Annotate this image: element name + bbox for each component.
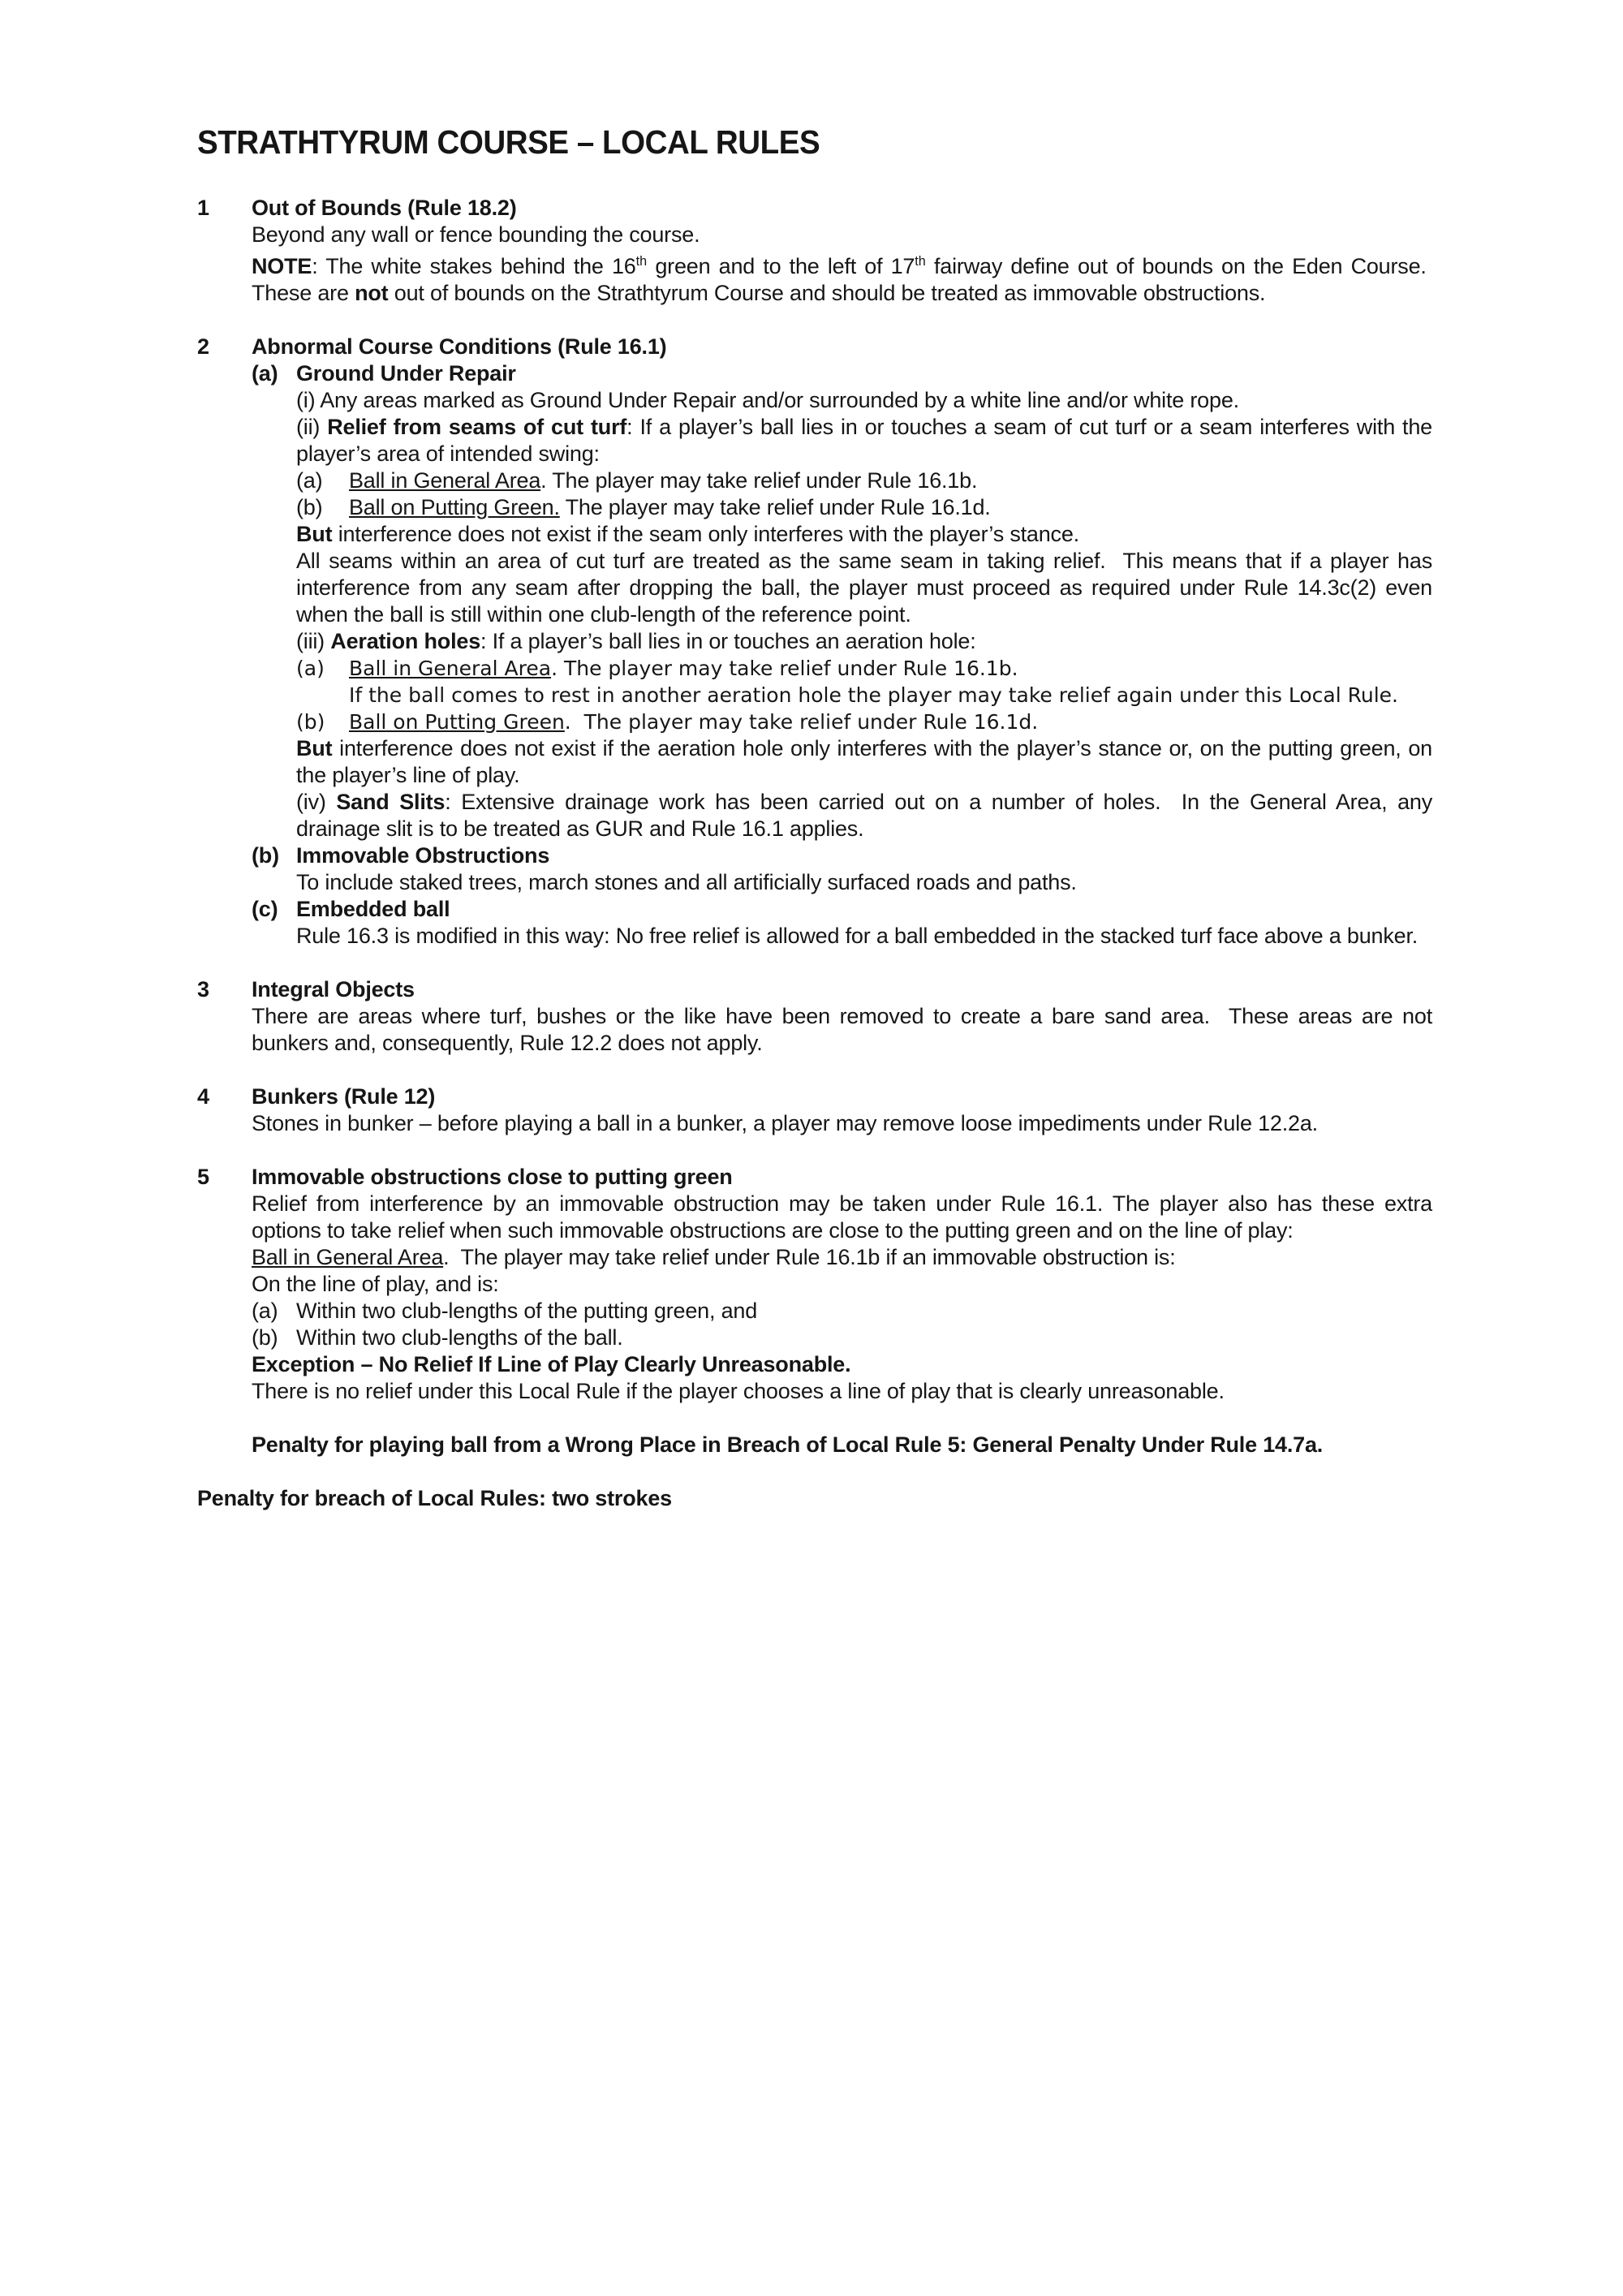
section-1-number: 1 (197, 196, 209, 220)
section-5-list-item-a (252, 1298, 1432, 1325)
section-5-heading: Immovable obstructions close to putting green (252, 1165, 733, 1189)
subsection-b-marker: (b) (252, 843, 279, 868)
section-gap (197, 1405, 1432, 1432)
subsection-b-heading: Immovable Obstructions (296, 843, 550, 868)
aeration-list-item-b (296, 709, 1432, 735)
seams-all-paragraph: All seams within an area of cut turf are treated as the same seam in taking relief. This means that if a player has interference from any seam after dropping the ball, the player must proceed as required under Rule 14.3c(2) even when the ball is still within one club-length of the reference point. (296, 549, 1432, 627)
section-5-paragraph-1: Relief from interference by an immovable obstruction may be taken under Rule 16.1. The player also has these extra options to take relief when such immovable obstructions are close to the putting green and on the line of play: (252, 1191, 1432, 1243)
seam-item-a-marker: (a) (296, 468, 323, 493)
section-5-item-a-marker: (a) (252, 1299, 278, 1323)
document-content (197, 122, 1432, 1512)
subsection-a-ground-under-repair (252, 360, 1432, 842)
subsection-c-marker: (c) (252, 897, 278, 921)
section-5-item-b-text: Within two club-lengths of the ball. (296, 1325, 623, 1350)
section-3-body: There are areas where turf, bushes or the like have been removed to create a bare sand area. These areas are not bunkers and, consequently, Rule 12.2 does not apply. (252, 1004, 1432, 1055)
section-gap (197, 950, 1432, 976)
section-1-paragraph: Beyond any wall or fence bounding the course. (252, 222, 700, 247)
subsection-b-body: To include staked trees, march stones and all artificially surfaced roads and paths. (296, 870, 1077, 894)
section-5-paragraph-4: There is no relief under this Local Rule if the player chooses a line of play that is clearly unreasonable. (252, 1379, 1225, 1403)
section-5-number: 5 (197, 1165, 209, 1189)
section-4-body: Stones in bunker – before playing a ball in a bunker, a player may remove loose impediments under Rule 12.2a. (252, 1111, 1318, 1135)
penalty-local-rule-5: Penalty for playing ball from a Wrong Place in Breach of Local Rule 5: General Penalty Under Rule 14.7a. (252, 1432, 1324, 1457)
section-gap (197, 1057, 1432, 1083)
aeration-item-b-marker: (b) (296, 710, 325, 734)
gur-item-i: (i) Any areas marked as Ground Under Repair and/or surrounded by a white line and/or white rope. (296, 388, 1239, 412)
seam-item-a-text: Ball in General Area. The player may take relief under Rule 16.1b. (349, 468, 978, 493)
subsection-c-body: Rule 16.3 is modified in this way: No free relief is allowed for a ball embedded in the stacked turf face above a bunker. (296, 924, 1419, 948)
gur-item-ii: (ii) Relief from seams of cut turf: If a player’s ball lies in or touches a seam of cut turf or a seam interferes with the player’s area of intended swing: (296, 415, 1432, 466)
seam-item-b-text: Ball on Putting Green. The player may take relief under Rule 16.1d. (349, 495, 991, 519)
section-5-item-a-text: Within two club-lengths of the putting green, and (296, 1299, 758, 1323)
section-gap (197, 1137, 1432, 1164)
aeration-item-a-text: Ball in General Area. The player may take relief under Rule 16.1b. (349, 657, 1018, 680)
section-1-heading: Out of Bounds (Rule 18.2) (252, 196, 517, 220)
subsection-c-embedded-ball (252, 896, 1432, 950)
section-3-heading: Integral Objects (252, 977, 415, 1002)
section-4-bunkers (197, 1083, 1432, 1137)
section-1-note: NOTE: The white stakes behind the 16th green and to the left of 17th fairway define out of bounds on the Eden Course. These are not out of bounds on the Strathtyrum Course and should be treated as immovable obstructions. (252, 254, 1433, 305)
subsection-b-immovable-obstructions (252, 842, 1432, 896)
document-title: STRATHTYRUM COURSE – LOCAL RULES (197, 123, 820, 161)
section-4-number: 4 (197, 1084, 209, 1109)
gur-item-iv: (iv) Sand Slits: Extensive drainage work has been carried out on a number of holes. In the General Area, any drainage slit is to be treated as GUR and Rule 16.1 applies. (296, 790, 1433, 841)
aeration-item-a-marker: (a) (296, 657, 325, 680)
section-4-heading: Bunkers (Rule 12) (252, 1084, 436, 1109)
seam-item-b-marker: (b) (296, 495, 323, 519)
section-2-heading: Abnormal Course Conditions (Rule 16.1) (252, 334, 667, 359)
aeration-item-b-text: Ball on Putting Green. The player may take relief under Rule 16.1d. (349, 710, 1039, 734)
subsection-a-marker: (a) (252, 361, 278, 386)
seam-list-item-a (296, 467, 1432, 494)
section-gap (197, 1458, 1432, 1485)
section-5-paragraph-3: On the line of play, and is: (252, 1272, 499, 1296)
section-3-integral-objects (197, 976, 1432, 1057)
section-5-list-item-b (252, 1325, 1432, 1351)
section-1-out-of-bounds (197, 195, 1432, 307)
penalty-local-rule-5-row (197, 1432, 1432, 1458)
gur-item-iii: (iii) Aeration holes: If a player’s ball lies in or touches an aeration hole: (296, 629, 976, 653)
penalty-breach-of-local-rules: Penalty for breach of Local Rules: two strokes (197, 1486, 672, 1510)
section-5-immovable-obstructions-close-to-green (197, 1164, 1432, 1405)
section-2-abnormal-course-conditions (197, 334, 1432, 950)
section-5-item-b-marker: (b) (252, 1325, 278, 1350)
seam-but-paragraph: But interference does not exist if the seam only interferes with the player’s stance. (296, 522, 1079, 546)
subsection-a-heading: Ground Under Repair (296, 361, 516, 386)
aeration-but-paragraph: But interference does not exist if the aeration hole only interferes with the player’s stance or, on the putting green, on the player’s line of play. (296, 736, 1432, 787)
section-2-number: 2 (197, 334, 209, 359)
aeration-list-item-a (296, 655, 1432, 709)
section-5-exception: Exception – No Relief If Line of Play Clearly Unreasonable. (252, 1352, 851, 1376)
aeration-item-a-continuation: If the ball comes to rest in another aeration hole the player may take relief again under this Local Rule. (349, 683, 1398, 707)
section-5-paragraph-2: Ball in General Area. The player may take relief under Rule 16.1b if an immovable obstruction is: (252, 1245, 1176, 1269)
seam-list-item-b (296, 494, 1432, 521)
section-gap (197, 307, 1432, 334)
subsection-c-heading: Embedded ball (296, 897, 450, 921)
section-3-number: 3 (197, 977, 209, 1002)
